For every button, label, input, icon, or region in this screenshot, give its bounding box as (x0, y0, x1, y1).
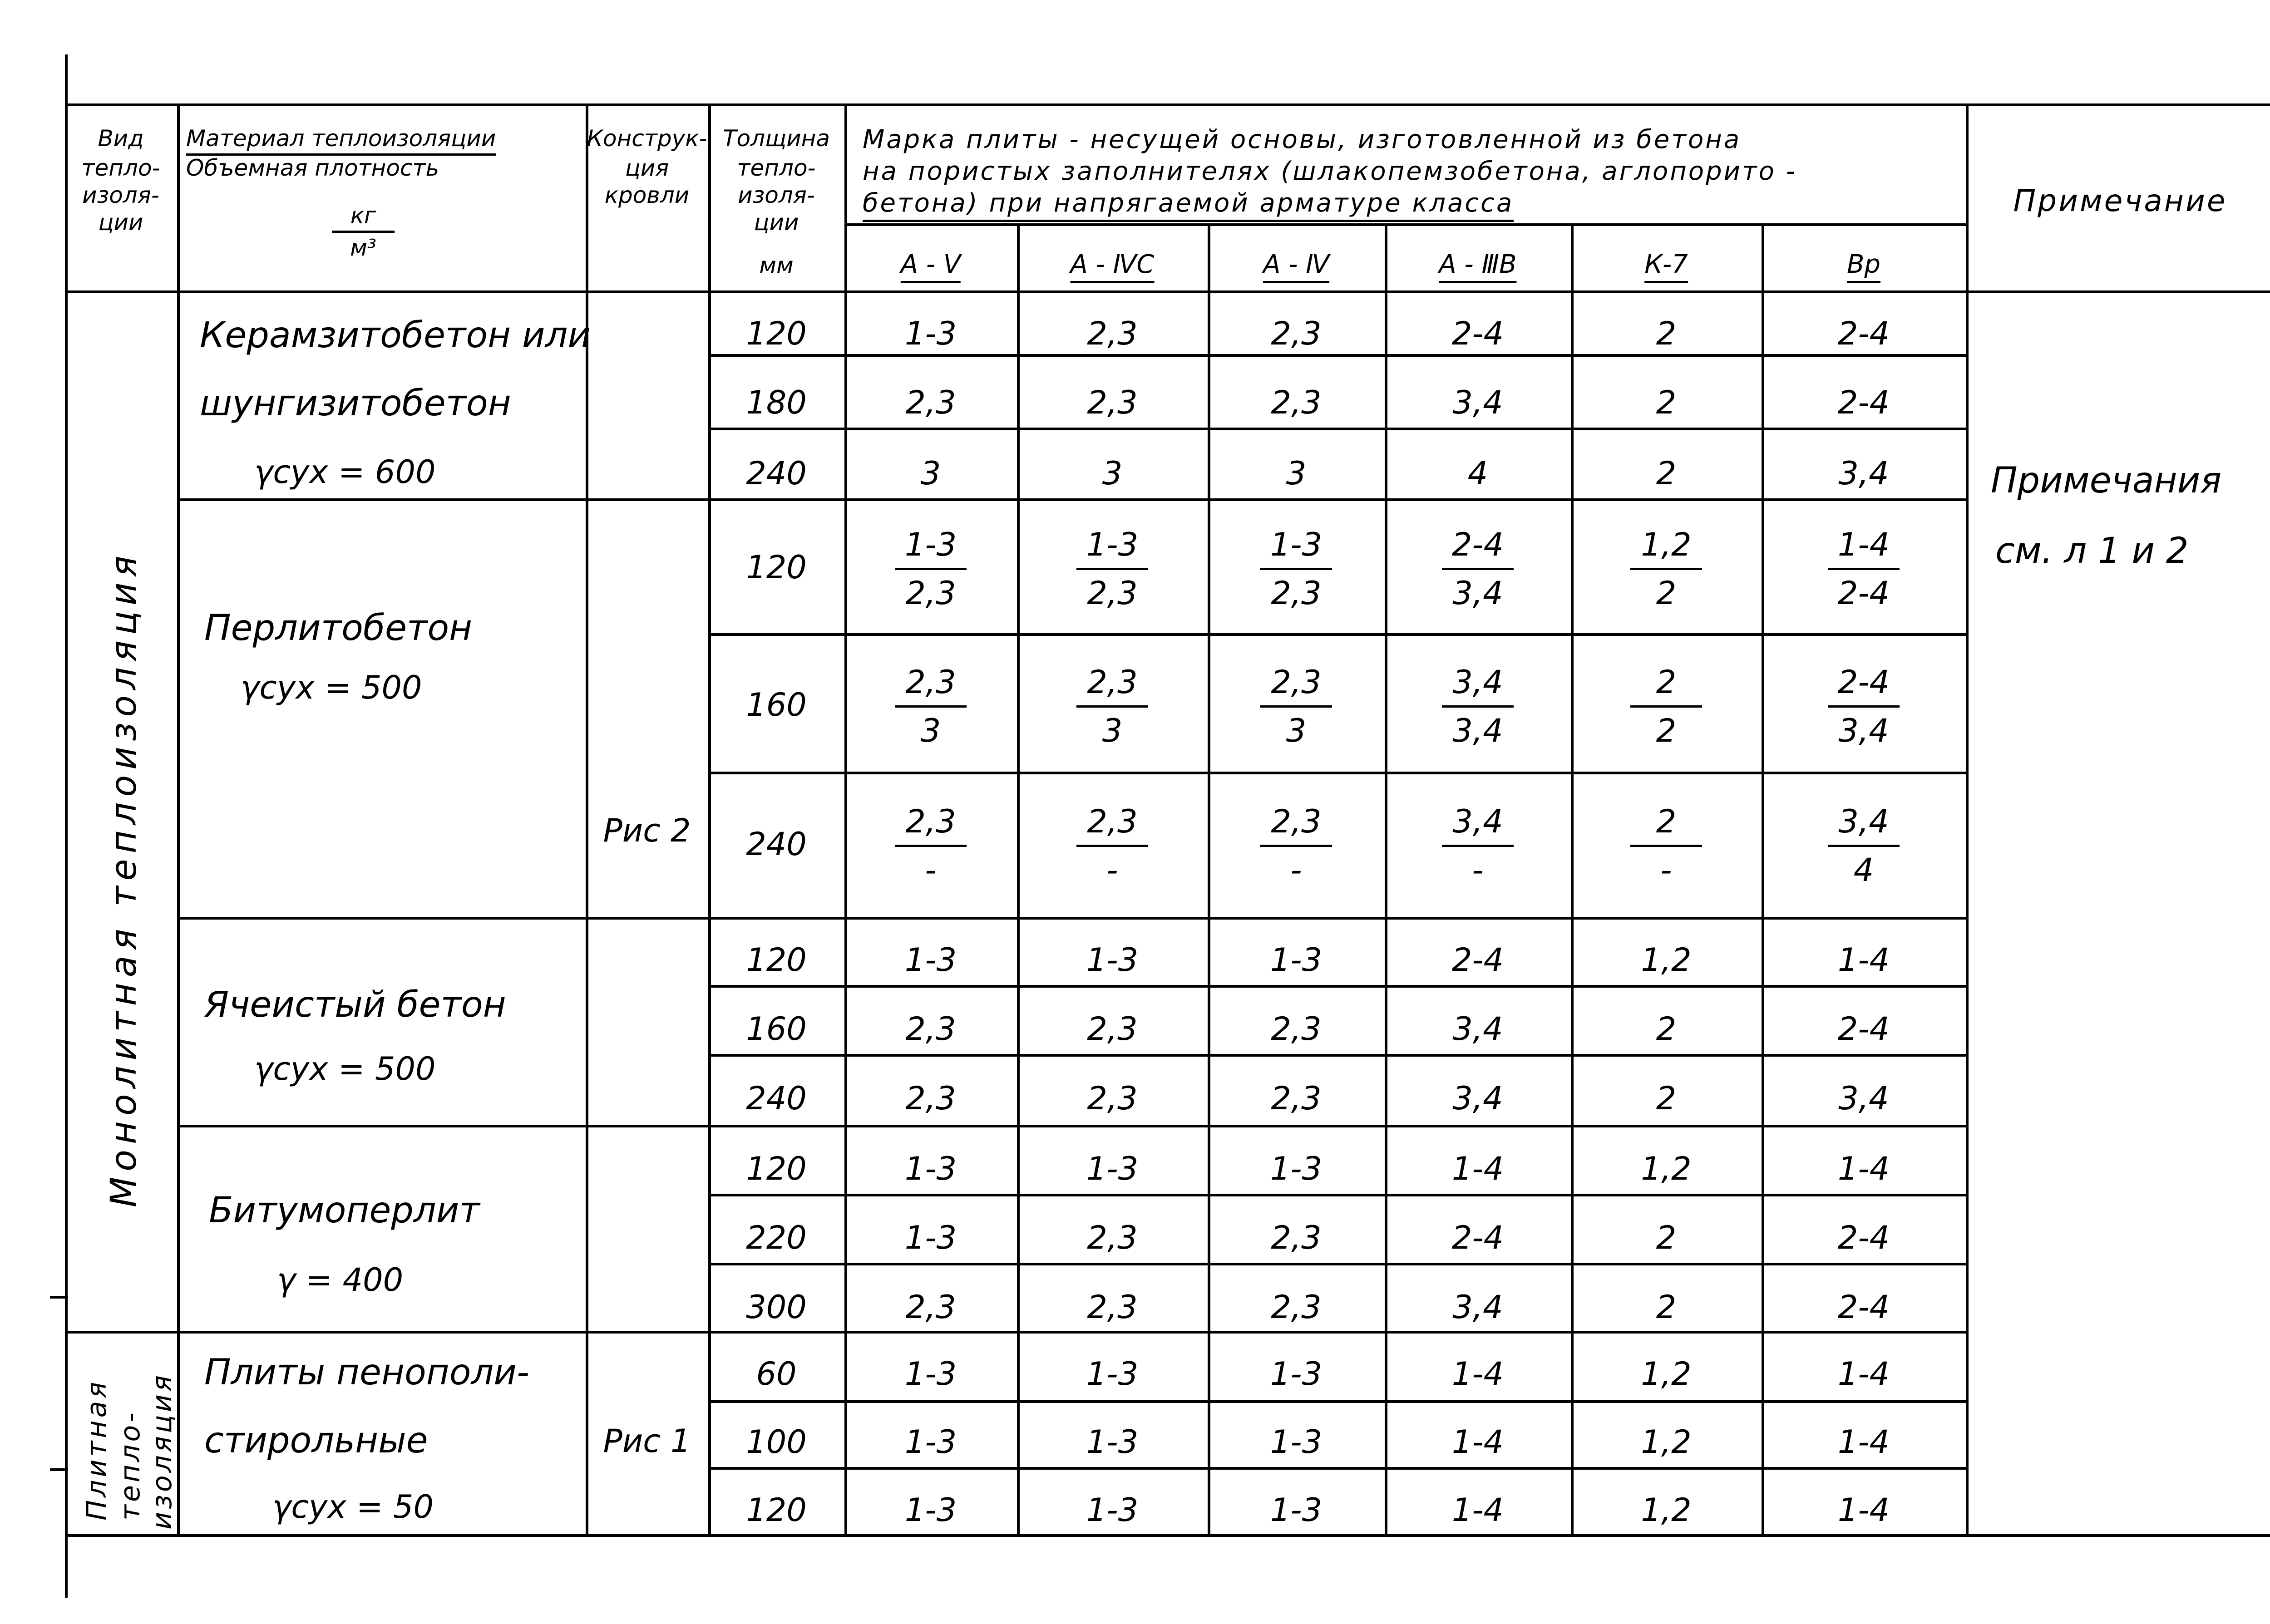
material-name: Керамзитобетон или (200, 315, 591, 356)
grade-fraction-cell (1260, 526, 1332, 612)
fraction-numerator: 2,3 (895, 806, 967, 847)
header-subrule (844, 223, 1966, 226)
grade-cell: 1-4 (1451, 1355, 1504, 1393)
thickness-cell: 220 (746, 1219, 807, 1256)
header-material-density: Объемная плотность (186, 155, 439, 181)
grade-cell: 1-3 (1270, 1423, 1323, 1461)
grade-cell: 2-4 (1451, 941, 1504, 979)
thickness-cell: 100 (746, 1423, 807, 1461)
sheet-margin-tick (50, 1468, 68, 1471)
header-marka-line: Марка плиты - несущей основы, изготовленной из бетона (863, 125, 1742, 154)
header-vid-line: тепло- (81, 155, 160, 181)
fraction-denominator: 3 (920, 712, 941, 749)
grade-cell: 2,3 (905, 384, 956, 421)
grade-cell: 1-3 (904, 1491, 957, 1529)
material-density: γсух = 500 (241, 669, 422, 706)
fraction-numerator: 3,4 (1828, 806, 1900, 847)
fraction-numerator: 3,4 (1442, 806, 1514, 847)
fraction-numerator: 1,2 (1630, 529, 1702, 570)
grade-fraction-cell (1076, 526, 1148, 612)
fraction-numerator: 1-4 (1828, 529, 1900, 570)
fraction-denominator: 3,4 (1452, 575, 1503, 612)
note-text: см. л 1 и 2 (1995, 531, 2189, 571)
grade-cell: 2 (1656, 1219, 1677, 1256)
grade-cell: 2,3 (1271, 1289, 1322, 1326)
grade-cell: 1-3 (904, 941, 957, 979)
fraction-numerator: 2 (1630, 666, 1702, 708)
fraction-denominator: 2 (1656, 575, 1677, 612)
grade-cell: 2 (1656, 1289, 1677, 1326)
grade-fraction-cell (1076, 803, 1148, 889)
grade-cell: 1,2 (1641, 1423, 1692, 1461)
grade-cell: 1-4 (1837, 941, 1890, 979)
fraction-denominator: 2,3 (905, 575, 956, 612)
grade-cell: 1-4 (1837, 1355, 1890, 1393)
fraction-denominator: 2 (1656, 712, 1677, 749)
grade-cell: 1-4 (1837, 1491, 1890, 1529)
grade-cell: 1,2 (1641, 1355, 1692, 1393)
header-konstr-line: кровли (604, 182, 690, 208)
sidebar-plate-line: Плитная (81, 1379, 113, 1521)
header-marka-line: на пористых заполнителях (шлакопемзобетона, аглопорито - (863, 157, 1797, 186)
fraction-denominator: 2,3 (1271, 575, 1322, 612)
grade-cell: 1-3 (1086, 941, 1139, 979)
row-divider (708, 1194, 1969, 1196)
grade-cell: 3 (1102, 455, 1123, 492)
group-divider (65, 1331, 1969, 1334)
construction-ref: Рис 1 (603, 1422, 691, 1460)
grade-fraction-cell (1828, 526, 1900, 612)
thickness-cell: 160 (746, 686, 807, 723)
grade-cell: 2,3 (1271, 1010, 1322, 1048)
header-marka-line: бетона) при напрягаемой арматуре класса (863, 191, 1514, 216)
note-text: Примечания (1991, 460, 2222, 501)
grade-fraction-cell (1630, 803, 1702, 889)
grade-cell: 2-4 (1837, 315, 1890, 352)
grade-cell: 2 (1656, 455, 1677, 492)
grade-fraction-cell (895, 666, 967, 747)
header-vid-line: изоля- (82, 182, 159, 208)
grade-cell: 1,2 (1641, 1491, 1692, 1529)
material-name: Ячеистый бетон (204, 984, 506, 1025)
row-divider (708, 428, 1969, 430)
row-divider (708, 633, 1969, 636)
thickness-cell: 120 (746, 549, 807, 586)
thickness-cell: 60 (756, 1355, 797, 1393)
column-divider (1208, 223, 1210, 1535)
fraction-numerator: 2,3 (1076, 666, 1148, 708)
header-note: Примечание (2013, 183, 2227, 218)
grade-cell: 4 (1467, 455, 1488, 492)
construction-ref: Рис 2 (603, 812, 691, 849)
row-divider (708, 1054, 1969, 1057)
class-heading-a4: А - Ⅳ (1263, 252, 1329, 277)
grade-cell: 1-3 (904, 1219, 957, 1256)
header-vid-line: ции (98, 209, 143, 236)
fraction-numerator: 3,4 (1442, 666, 1514, 708)
grade-cell: 1-3 (1270, 1355, 1323, 1393)
material-density: γсух = 50 (272, 1488, 434, 1526)
row-divider (708, 985, 1969, 988)
thickness-cell: 120 (746, 315, 807, 352)
thickness-cell: 240 (746, 455, 807, 492)
grade-cell: 2 (1656, 384, 1677, 421)
grade-cell: 2-4 (1837, 384, 1890, 421)
grade-cell: 2-4 (1451, 315, 1504, 352)
grade-cell: 1-3 (1270, 1150, 1323, 1187)
grade-cell: 1-3 (904, 1355, 957, 1393)
table-top-border (65, 103, 2270, 106)
grade-fraction-cell (895, 526, 967, 612)
grade-cell: 1-3 (1270, 1491, 1323, 1529)
grade-cell: 2,3 (1087, 1010, 1138, 1048)
grade-fraction-cell (1630, 666, 1702, 747)
sidebar-plate-line: изоляция (146, 1373, 178, 1530)
column-divider (1762, 223, 1764, 1535)
grade-cell: 2 (1656, 1080, 1677, 1117)
header-units (332, 204, 395, 259)
thickness-cell: 240 (746, 826, 807, 863)
grade-cell: 1-4 (1837, 1150, 1890, 1187)
grade-cell: 1-3 (904, 1423, 957, 1461)
row-divider (708, 354, 1969, 357)
sheet-margin-tick (50, 1296, 68, 1299)
material-name: Перлитобетон (204, 608, 473, 649)
grade-cell: 2-4 (1451, 1219, 1504, 1256)
material-density: γсух = 600 (254, 453, 436, 491)
fraction-denominator: - (925, 851, 937, 889)
grade-fraction-cell (1442, 803, 1514, 889)
header-tolsh-line: ции (754, 209, 799, 236)
fraction-denominator: 4 (1853, 851, 1874, 889)
fraction-denominator: - (1660, 851, 1672, 889)
grade-fraction-cell (1260, 666, 1332, 747)
material-name: Плиты пенополи- (204, 1352, 530, 1393)
fraction-denominator: 3 (1286, 712, 1307, 749)
grade-cell: 1-4 (1451, 1491, 1504, 1529)
grade-cell: 1,2 (1641, 941, 1692, 979)
grade-cell: 1,2 (1641, 1150, 1692, 1187)
grade-cell: 2,3 (905, 1080, 956, 1117)
header-konstr-line: ция (625, 155, 669, 181)
grade-cell: 3,4 (1452, 1080, 1503, 1117)
fraction-denominator: - (1290, 851, 1302, 889)
thickness-cell: 120 (746, 941, 807, 979)
grade-cell: 2,3 (1087, 1219, 1138, 1256)
thickness-cell: 240 (746, 1080, 807, 1117)
row-divider (708, 1467, 1969, 1470)
column-divider (1385, 223, 1387, 1535)
sidebar-plate-line: тепло- (114, 1410, 146, 1521)
units-denominator: м³ (350, 235, 376, 261)
fraction-denominator: 3,4 (1452, 712, 1503, 749)
class-heading-a5: А - Ⅴ (901, 252, 961, 277)
grade-cell: 2 (1656, 1010, 1677, 1048)
column-divider (1017, 223, 1020, 1535)
grade-cell: 1-4 (1451, 1423, 1504, 1461)
grade-fraction-cell (1260, 803, 1332, 889)
table-bottom-border (65, 1534, 2270, 1537)
column-divider (177, 103, 180, 1535)
group-divider (177, 917, 1969, 920)
grade-cell: 1-3 (904, 1150, 957, 1187)
fraction-numerator: 1-3 (895, 529, 967, 570)
grade-fraction-cell (1076, 666, 1148, 747)
thickness-cell: 160 (746, 1010, 807, 1048)
sheet-frame-left (65, 54, 68, 1598)
grade-cell: 3,4 (1452, 1289, 1503, 1326)
material-name: шунгизитобетон (200, 383, 511, 424)
grade-fraction-cell (1828, 803, 1900, 889)
thickness-cell: 120 (746, 1150, 807, 1187)
grade-cell: 1-3 (1270, 941, 1323, 979)
header-bottom-border (65, 290, 2270, 293)
thickness-cell: 300 (746, 1289, 807, 1326)
material-name: Битумоперлит (209, 1190, 480, 1231)
grade-cell: 1-3 (1086, 1150, 1139, 1187)
header-tolsh-line: тепло- (737, 155, 816, 181)
column-divider (708, 103, 711, 1535)
fraction-numerator: 1-3 (1260, 529, 1332, 570)
class-heading-a4c: А - ⅣС (1071, 252, 1155, 277)
group-divider (177, 498, 1969, 501)
fraction-denominator: 3,4 (1838, 712, 1889, 749)
class-heading-vr: Вр (1847, 252, 1880, 277)
grade-cell: 3,4 (1838, 455, 1889, 492)
grade-cell: 2,3 (1271, 384, 1322, 421)
grade-cell: 2-4 (1837, 1289, 1890, 1326)
grade-cell: 2,3 (1087, 1289, 1138, 1326)
grade-cell: 2-4 (1837, 1219, 1890, 1256)
fraction-numerator: 2,3 (1076, 806, 1148, 847)
fraction-numerator: 2-4 (1828, 666, 1900, 708)
fraction-numerator: 2,3 (895, 666, 967, 708)
grade-cell: 3,4 (1452, 1010, 1503, 1048)
material-density: γсух = 500 (254, 1050, 436, 1088)
column-divider (844, 103, 847, 1535)
header-material-title: Материал теплоизоляции (186, 127, 496, 150)
grade-cell: 2,3 (1087, 315, 1138, 352)
grade-cell: 3,4 (1452, 384, 1503, 421)
grade-cell: 1-3 (1086, 1423, 1139, 1461)
grade-cell: 1-3 (904, 315, 957, 352)
sidebar-monolith-label: Монолитная теплоизоляция (104, 550, 144, 1207)
grade-cell: 2,3 (905, 1010, 956, 1048)
row-divider (708, 772, 1969, 774)
grade-cell: 2 (1656, 315, 1677, 352)
grade-cell: 2-4 (1837, 1010, 1890, 1048)
grade-fraction-cell (1442, 526, 1514, 612)
fraction-denominator: 2,3 (1087, 575, 1138, 612)
header-konstr-line: Конструк- (587, 125, 707, 152)
material-name: стирольные (204, 1420, 428, 1461)
grade-cell: 2,3 (1271, 1219, 1322, 1256)
header-tolsh-unit: мм (759, 252, 794, 279)
grade-fraction-cell (895, 803, 967, 889)
fraction-denominator: - (1106, 851, 1118, 889)
row-divider (708, 1400, 1969, 1403)
grade-cell: 2,3 (1271, 315, 1322, 352)
column-divider (1966, 103, 1969, 1535)
row-divider (708, 1263, 1969, 1265)
grade-cell: 1-4 (1451, 1150, 1504, 1187)
class-heading-a3v: А - ⅢВ (1439, 252, 1516, 277)
column-divider (1571, 223, 1574, 1535)
header-tolsh-line: Толщина (722, 125, 830, 152)
grade-cell: 2,3 (1087, 384, 1138, 421)
grade-cell: 3,4 (1838, 1080, 1889, 1117)
fraction-denominator: - (1472, 851, 1484, 889)
fraction-denominator: 2-4 (1837, 575, 1890, 612)
fraction-numerator: 2 (1630, 806, 1702, 847)
grade-fraction-cell (1828, 666, 1900, 747)
grade-fraction-cell (1442, 666, 1514, 747)
grade-cell: 3 (1286, 455, 1307, 492)
header-vid-line: Вид (98, 125, 144, 152)
grade-cell: 3 (920, 455, 941, 492)
fraction-numerator: 1-3 (1076, 529, 1148, 570)
grade-fraction-cell (1630, 526, 1702, 612)
thickness-cell: 180 (746, 384, 807, 421)
group-divider (177, 1125, 1969, 1127)
grade-cell: 1-3 (1086, 1491, 1139, 1529)
grade-cell: 2,3 (1087, 1080, 1138, 1117)
thickness-cell: 120 (746, 1491, 807, 1529)
grade-cell: 1-4 (1837, 1423, 1890, 1461)
fraction-numerator: 2,3 (1260, 666, 1332, 708)
fraction-denominator: 3 (1102, 712, 1123, 749)
grade-cell: 2,3 (905, 1289, 956, 1326)
header-tolsh-line: изоля- (738, 182, 815, 208)
grade-cell: 1-3 (1086, 1355, 1139, 1393)
grade-cell: 2,3 (1271, 1080, 1322, 1117)
fraction-numerator: 2-4 (1442, 529, 1514, 570)
units-numerator: кг (332, 204, 395, 233)
class-heading-k7: К-7 (1644, 252, 1688, 277)
material-density: γ = 400 (277, 1261, 404, 1299)
fraction-numerator: 2,3 (1260, 806, 1332, 847)
